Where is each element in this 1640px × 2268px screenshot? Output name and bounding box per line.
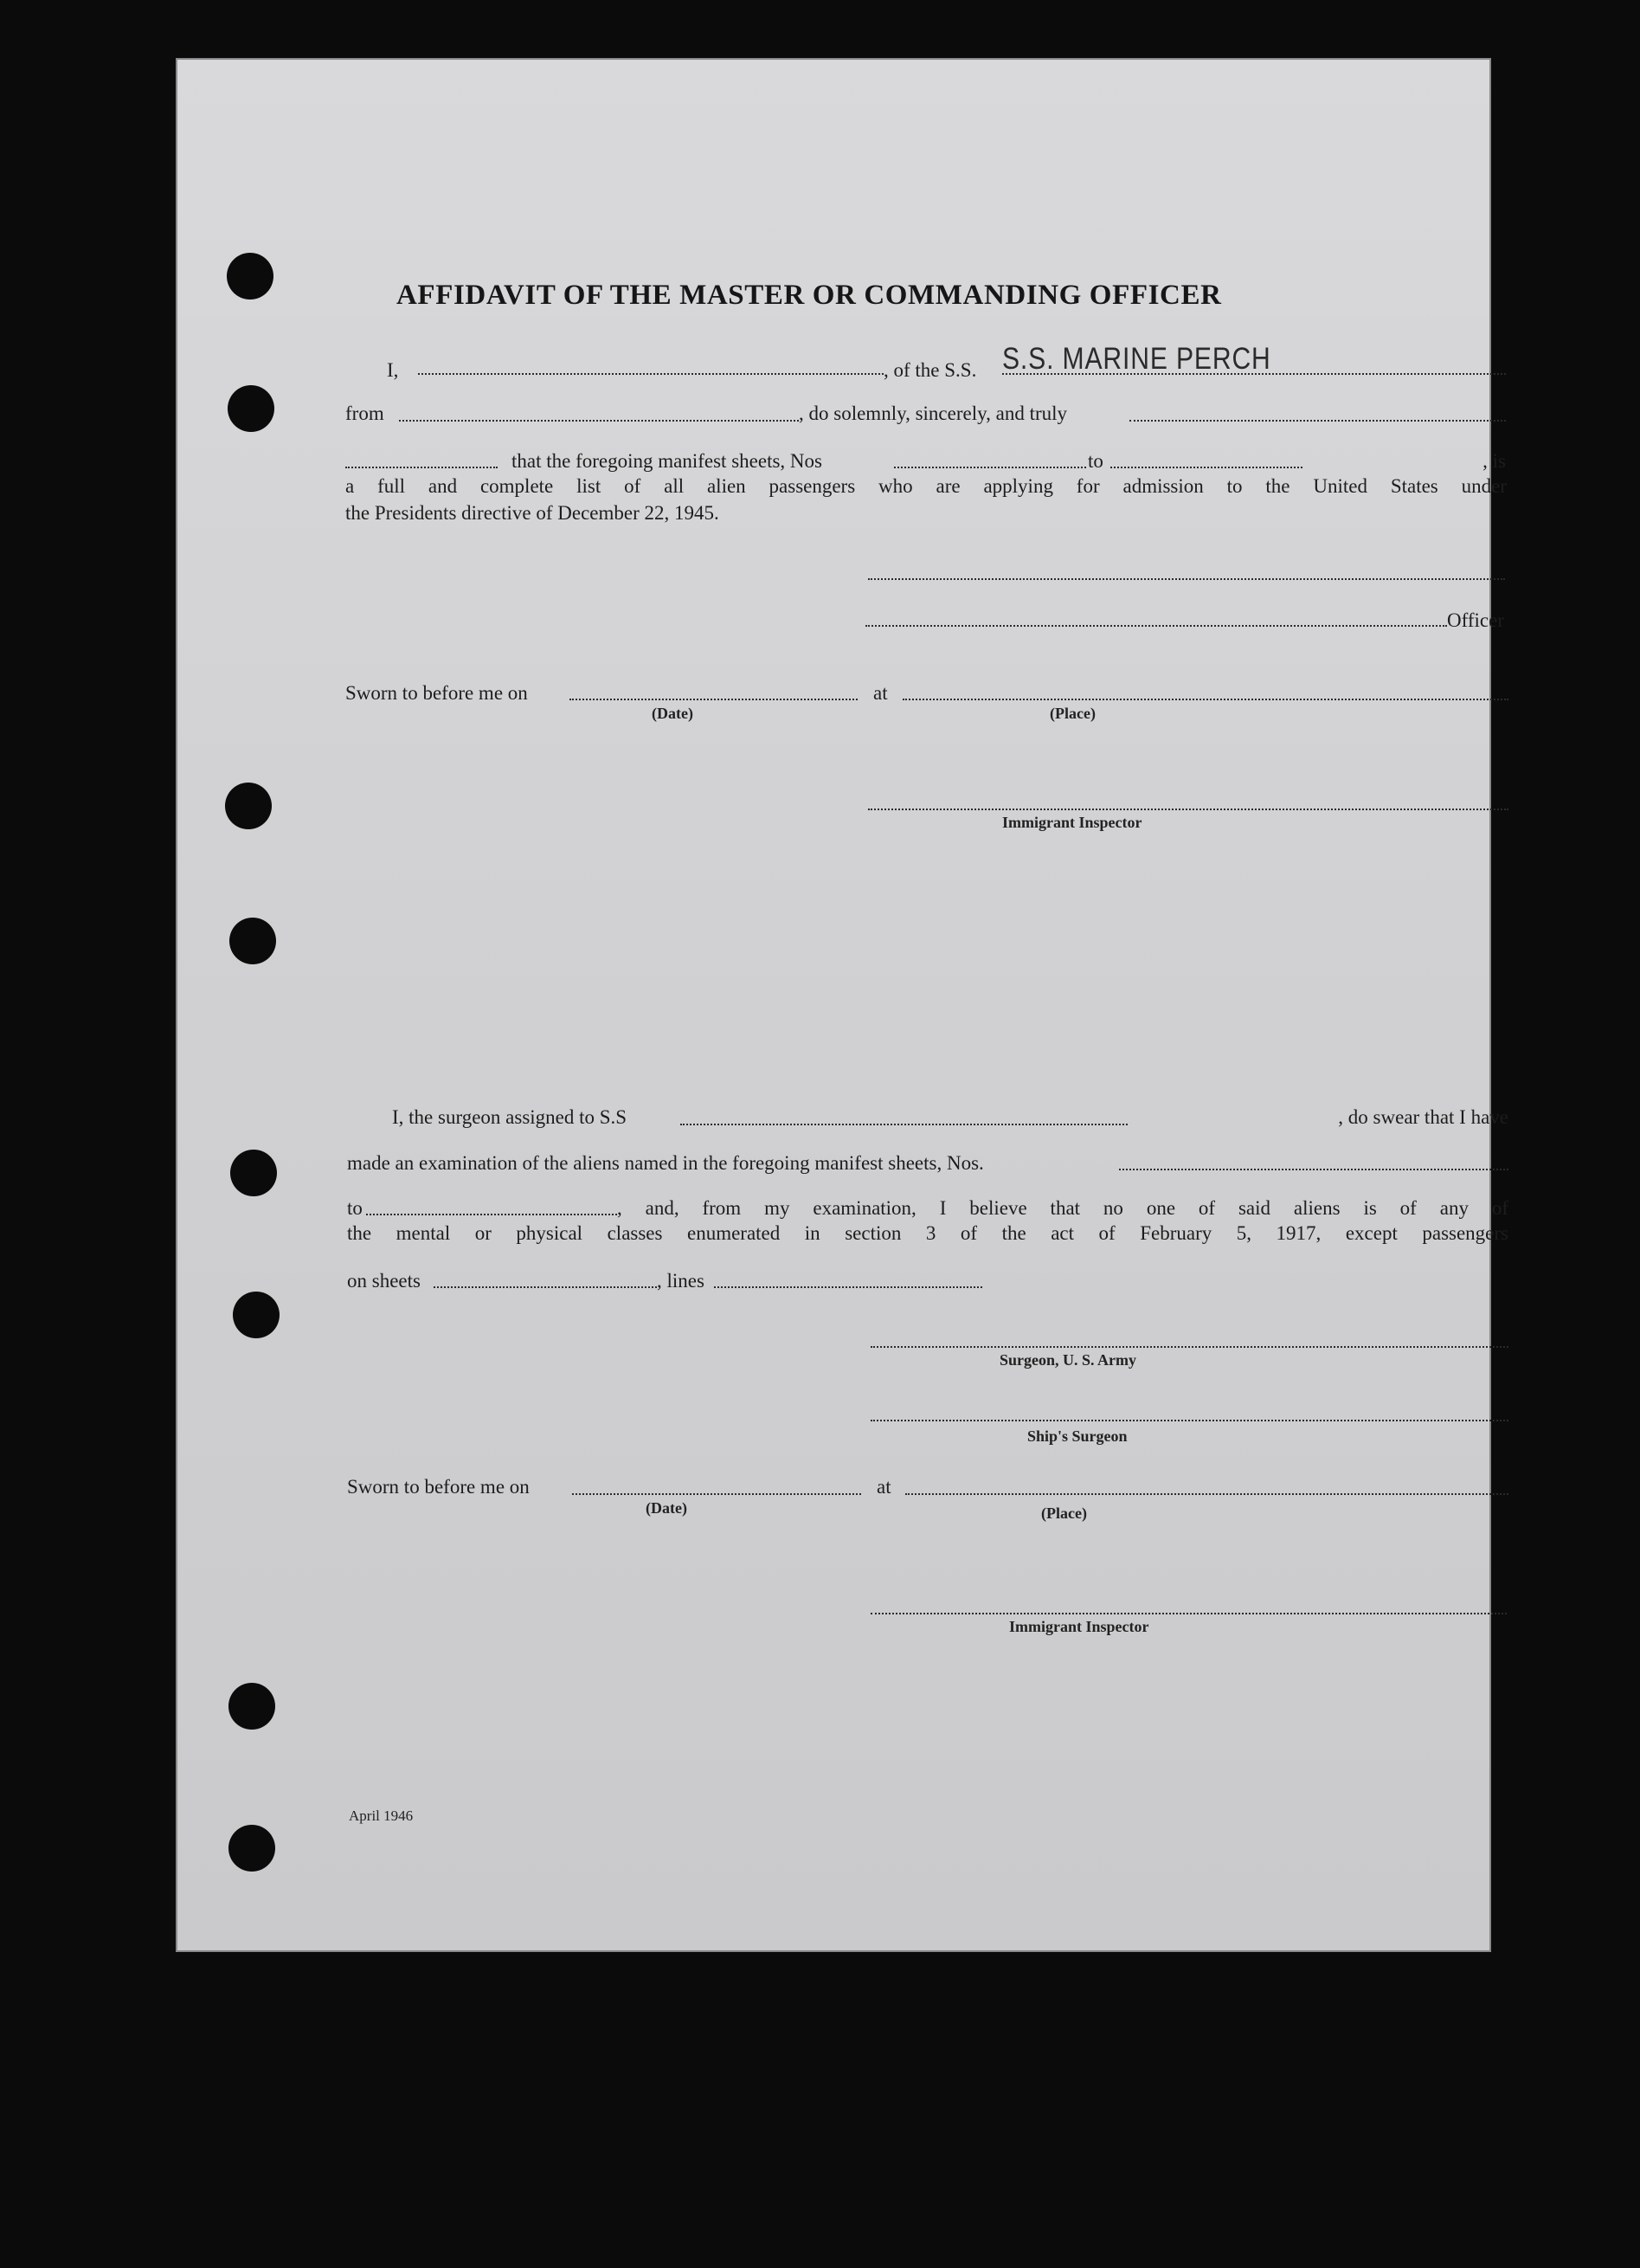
examination-label: made an examination of the aliens named in the foregoing manifest sheets, Nos. [347,1152,984,1174]
exam-sheets-to-field[interactable] [366,1214,617,1215]
master-paragraph-line1: a full and complete list of all alien passengers who are applying for admission to the United States under [345,475,1507,497]
sheets-to-field[interactable] [1110,467,1302,468]
surgeon-date-caption: (Date) [646,1499,687,1517]
at-label: at [873,682,888,704]
binder-hole [233,1292,280,1338]
surgeon-intro: I, the surgeon assigned to S.S [392,1106,627,1128]
except-sheets-field[interactable] [434,1286,657,1288]
ships-surgeon-label: Ship's Surgeon [1027,1427,1128,1445]
date-caption: (Date) [652,705,693,722]
sworn-place-field[interactable] [903,699,1508,700]
sheets-from-field[interactable] [894,467,1086,468]
surgeon-inspector-signature-field[interactable] [871,1613,1507,1614]
sworn-label: Sworn to before me on [345,682,528,704]
ships-surgeon-signature-field[interactable] [871,1420,1508,1421]
surgeon-ship-field[interactable] [680,1124,1128,1125]
master-paragraph-line2: the Presidents directive of December 22, 1945. [345,502,719,524]
army-surgeon-label: Surgeon, U. S. Army [1000,1351,1137,1369]
truly-continued-field[interactable] [345,467,498,468]
is-label: , is [1482,450,1506,472]
binder-hole [228,1683,275,1730]
inspector-signature-field[interactable] [868,809,1508,810]
foregoing-label: that the foregoing manifest sheets, Nos [511,450,822,472]
truly-field[interactable] [1129,420,1506,422]
exam-sheets-from-field[interactable] [1119,1169,1508,1170]
sworn-date-field[interactable] [569,699,858,700]
surgeon-to-label: to [347,1197,363,1219]
surgeon-sworn-label: Sworn to before me on [347,1476,530,1498]
binder-hole [230,1150,277,1196]
form-title: AFFIDAVIT OF THE MASTER OR COMMANDING OFFICER [396,280,1222,311]
surgeon-line4: the mental or physical classes enumerated in section 3 of the act of February 5, 1917, except passengers [347,1222,1508,1244]
officer-signature-field[interactable] [865,625,1447,627]
surgeon-sworn-place-field[interactable] [905,1493,1508,1495]
form-page [176,58,1508,1952]
on-sheets-label: on sheets [347,1270,421,1292]
swear-label: , do swear that I have [1338,1106,1508,1128]
except-lines-field[interactable] [714,1286,982,1288]
from-label: from [345,403,384,424]
army-surgeon-signature-field[interactable] [871,1346,1508,1348]
solemnly-label: , do solemnly, sincerely, and truly [799,403,1068,424]
to-label: to [1088,450,1103,472]
binder-hole [228,1825,275,1872]
surgeon-inspector-label: Immigrant Inspector [1009,1618,1149,1635]
lines-label: , lines [657,1270,704,1292]
officer-label: Officer [1447,609,1504,631]
surgeon-line3: , and, from my examination, I believe that no one of said aliens is of any of [617,1197,1508,1219]
place-caption: (Place) [1050,705,1096,722]
from-port-field[interactable] [399,420,799,422]
binder-hole [228,385,274,432]
form-revision-date: April 1946 [349,1807,414,1824]
ship-name-stamp: S.S. MARINE PERCH [1002,342,1271,376]
master-signature-field[interactable] [868,578,1505,580]
surgeon-sworn-date-field[interactable] [572,1493,861,1495]
i-label: I, [387,359,399,381]
of-the-ss-label: , of the S.S. [884,359,977,381]
inspector-label: Immigrant Inspector [1002,814,1142,831]
binder-hole [229,918,276,964]
binder-hole [225,783,272,829]
binder-hole [227,253,273,300]
surgeon-at-label: at [877,1476,891,1498]
surgeon-place-caption: (Place) [1041,1504,1087,1522]
master-name-field[interactable] [418,373,884,375]
